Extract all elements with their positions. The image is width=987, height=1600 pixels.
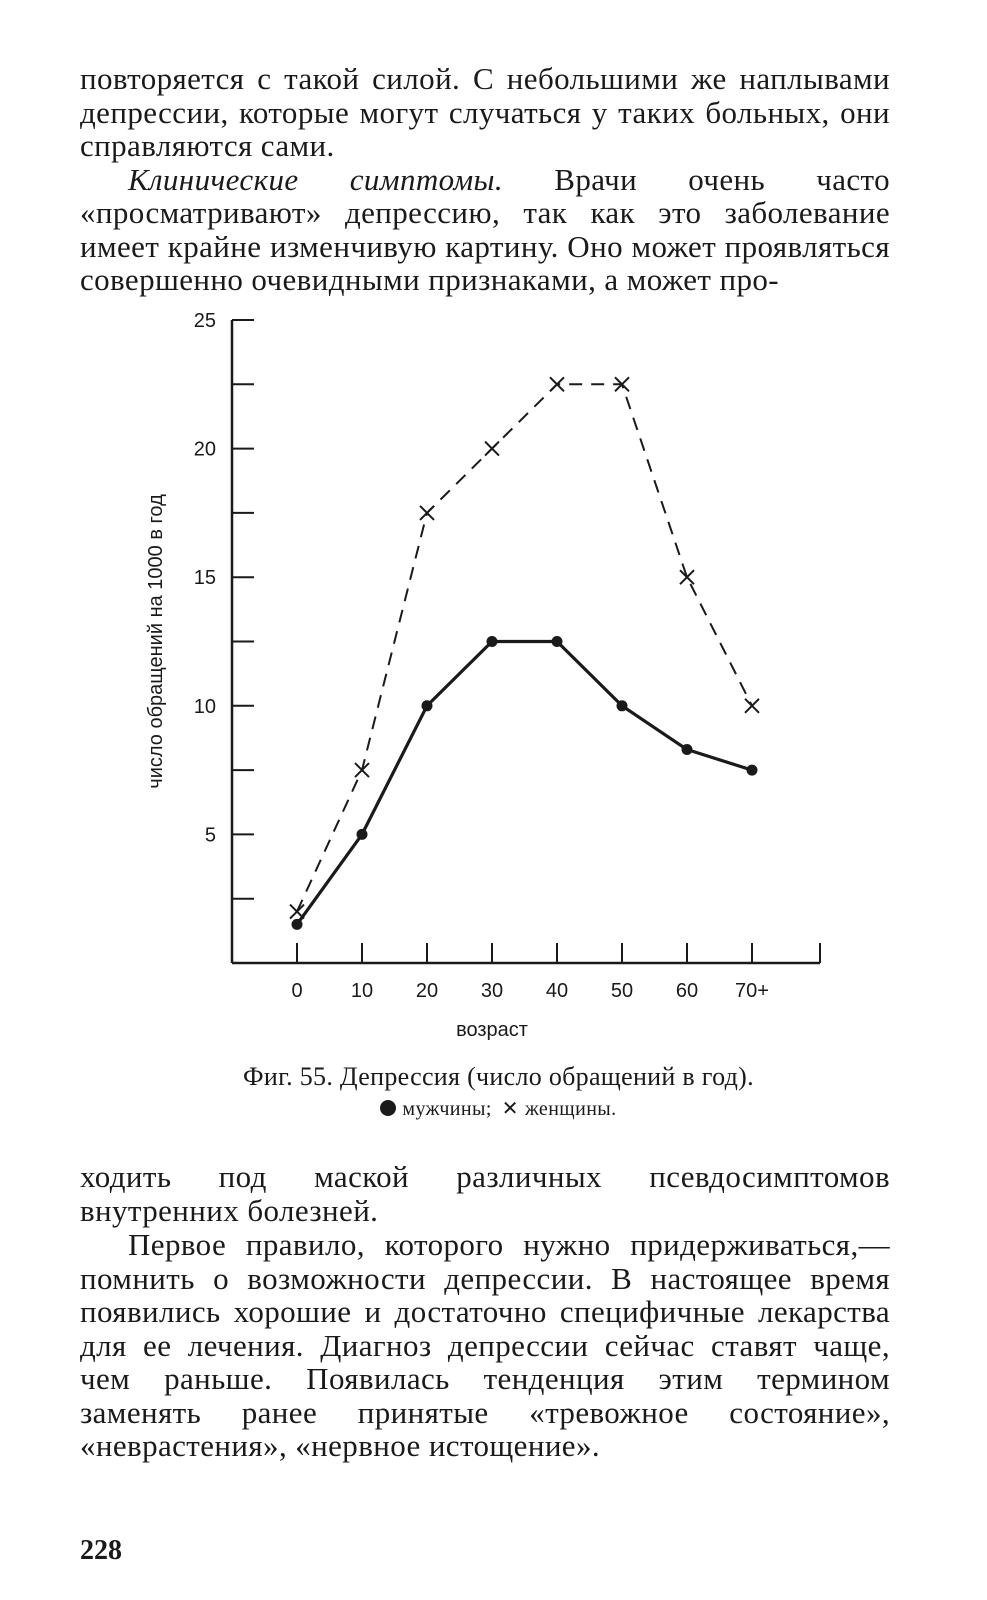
figure-legend bbox=[0, 1096, 987, 1121]
depression-line-chart bbox=[130, 300, 850, 1060]
data-point-women bbox=[745, 699, 759, 713]
figure-caption: Фиг. 55. Депрессия (число обращений в год). bbox=[243, 1062, 754, 1091]
legend-men-label: мужчины; bbox=[402, 1098, 492, 1120]
y-tick-label: 15 bbox=[193, 567, 216, 590]
paragraph-2-body: Врачи очень часто «просматривают» депрессию, так как это заболевание имеет крайне изменчивую картину. Оно может проявляться совершенно очевидными признаками, а может про- bbox=[80, 161, 890, 297]
data-point-women bbox=[485, 442, 499, 456]
data-point-women bbox=[420, 506, 434, 520]
y-tick-label: 10 bbox=[193, 695, 216, 718]
data-point-men bbox=[552, 636, 563, 647]
y-tick-label: 5 bbox=[204, 824, 216, 847]
data-point-women bbox=[550, 377, 564, 391]
data-point-men bbox=[422, 700, 433, 711]
x-tick-label: 30 bbox=[480, 980, 504, 1002]
paragraph-2-continuation: ходить под маской различных псевдосимптомов внутренних болезней. bbox=[80, 1159, 890, 1228]
x-tick-label: 60 bbox=[675, 980, 699, 1002]
data-point-men bbox=[682, 744, 693, 755]
x-tick-label: 10 bbox=[350, 980, 374, 1002]
data-point-men bbox=[487, 636, 498, 647]
series-line-men bbox=[297, 642, 752, 925]
page-number: 228 bbox=[80, 1535, 122, 1566]
legend-women-label: женщины. bbox=[524, 1098, 617, 1120]
x-axis-label: возраст bbox=[456, 1019, 528, 1041]
x-tick-label: 70+ bbox=[735, 980, 769, 1002]
legend-dot-icon bbox=[380, 1100, 396, 1116]
data-point-women bbox=[355, 763, 369, 777]
x-tick-label: 0 bbox=[291, 980, 303, 1002]
data-point-women bbox=[290, 905, 304, 919]
paragraph-3: Первое правило, которого нужно придерживаться,— помнить о возможности депрессии. В настоящее время появились хорошие и достаточно специфичные лекарства для ее лечения. Диагноз депрессии сейчас ставят чаще, чем раньше. Появилась тенденция этим термином заменять ранее принятые «тревожное состояние», «неврастения», «нервное истощение». bbox=[80, 1227, 890, 1463]
data-point-men bbox=[292, 919, 303, 930]
data-point-men bbox=[747, 765, 758, 776]
body-text-top bbox=[80, 62, 890, 297]
y-tick-label: 25 bbox=[193, 310, 216, 332]
y-axis-label: число обращений на 1000 в год bbox=[145, 494, 167, 789]
y-tick-label: 20 bbox=[193, 438, 216, 461]
data-point-men bbox=[617, 700, 628, 711]
paragraph-1: повторяется с такой силой. С небольшими же наплывами депрессии, которые могут случаться у таких больных, они справляются сами. bbox=[80, 61, 890, 163]
data-point-women bbox=[680, 570, 694, 584]
x-tick-label: 20 bbox=[415, 980, 439, 1002]
x-tick-label: 40 bbox=[545, 980, 569, 1002]
legend-cross-icon: ✕ bbox=[501, 1096, 519, 1120]
section-heading: Клинические симптомы. bbox=[128, 161, 504, 197]
x-tick-label: 50 bbox=[610, 980, 634, 1002]
data-point-men bbox=[357, 829, 368, 840]
